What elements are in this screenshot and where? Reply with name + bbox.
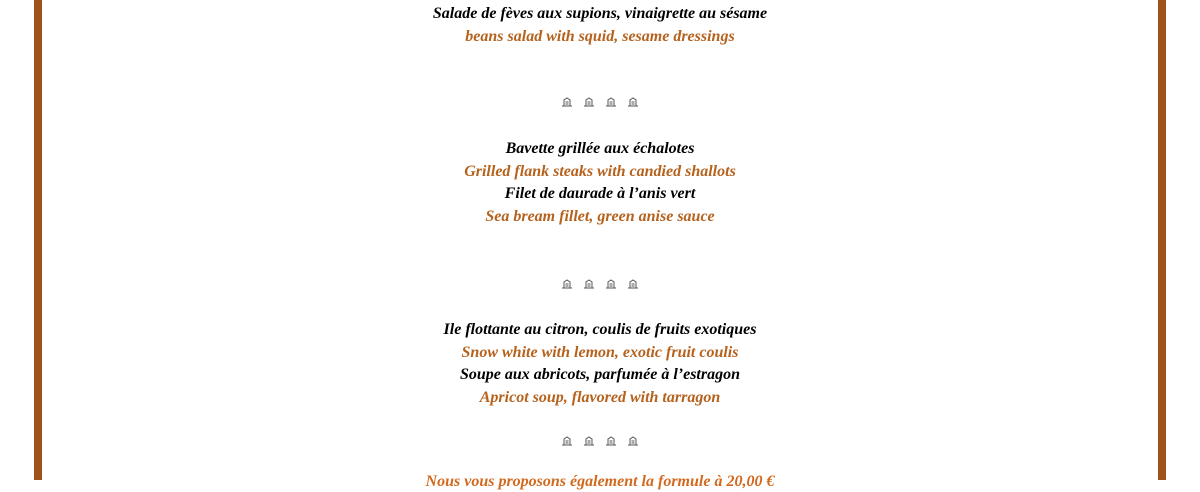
dessert-2-french: Soupe aux abricots, parfumée à l’estragon: [459, 366, 740, 383]
starter-french: Salade de fèves aux supions, vinaigrette au sésame: [432, 5, 768, 22]
ornament-icon: [627, 97, 639, 107]
ornament-icon: [627, 436, 639, 446]
dessert-1-english: Snow white with lemon, exotic fruit coulis: [461, 344, 739, 361]
course-separator: [0, 436, 1200, 446]
ornament-icon: [561, 97, 573, 107]
main-2-english: Sea bream fillet, green anise sauce: [485, 208, 715, 225]
ornament-icon: [605, 97, 617, 107]
menu-border-right: [1158, 0, 1166, 480]
course-separator: [0, 97, 1200, 107]
ornament-icon: [605, 279, 617, 289]
menu-footer-offer: Nous vous proposons également la formule à 20,00 €: [425, 473, 775, 490]
starter-english: beans salad with squid, sesame dressings: [465, 28, 735, 45]
ornament-icon: [605, 436, 617, 446]
main-1-french: Bavette grillée aux échalotes: [505, 140, 695, 157]
menu-border-left: [34, 0, 42, 480]
ornament-icon: [561, 436, 573, 446]
ornament-icon: [583, 436, 595, 446]
main-2-french: Filet de daurade à l’anis vert: [504, 185, 696, 202]
dessert-1-french: Ile flottante au citron, coulis de fruits exotiques: [443, 321, 757, 338]
course-separator: [0, 279, 1200, 289]
ornament-icon: [583, 97, 595, 107]
ornament-icon: [627, 279, 639, 289]
ornament-icon: [561, 279, 573, 289]
dessert-2-english: Apricot soup, flavored with tarragon: [479, 389, 721, 406]
main-1-english: Grilled flank steaks with candied shallots: [464, 163, 736, 180]
ornament-icon: [583, 279, 595, 289]
